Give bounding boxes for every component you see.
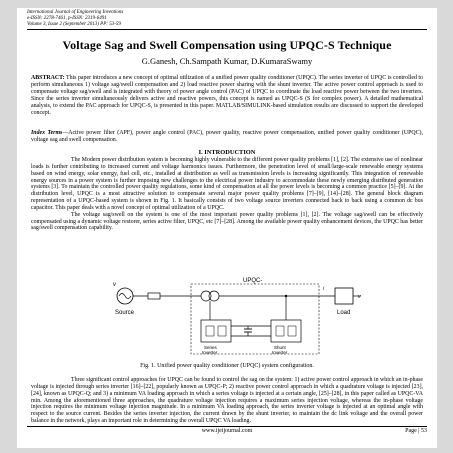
load-block [335, 288, 353, 304]
series-inverter-label: Series [204, 345, 217, 350]
body-paragraph: Three significant control approaches for UPQC can be found to control the sag on the system: 1) active power control approach in which an in-phase voltage is injected through series inverter [16]–[22], popularly known as UPQC-P; 2) reactive power control approach in which a quadrature voltage is injected [23], [24], known as UPQC-Q; and 3) a minimum VA loading approach in which a series voltage is injected at a certain angle, [25]–[28], in this paper called as UPQC-VA min. Among the aforementioned three approaches, the quadrature voltage injection requires a maximum series injection voltage, whereas the in-phase voltage injection requires the minimum voltage injection magnitude. In a minimum VA loading approach, the series inverter voltage is injected at an optimal angle with respect to the source current. Besides the series inverter injection, the current drawn by the shunt inverter, to maintain the dc link voltage and the overall power balance in the network, plays an important role in determining the overall UPQC VA loading. [31, 377, 423, 425]
introduction [31, 157, 423, 232]
upqc-label: UPQC- [243, 278, 263, 284]
footer-url[interactable]: www.ijeijournal.com [201, 428, 253, 434]
footer-rule [27, 426, 427, 427]
journal-volume: Volume 3, Issue 2 (September 2013) PP: 53-59 [27, 22, 121, 27]
vl-label: v [358, 294, 361, 300]
source-label: Source [115, 310, 135, 316]
abstract-text: This paper introduces a new concept of optimal utilization of a unified power quality conditioner (UPQC). The series inverter of UPQC is controlled to perform simultaneous 1) voltage sag/swell compensation and 2) load reactive power sharing with the shunt inverter. The active power control approach is used to compensate voltage sag/swell and is integrated with theory of power angle control (PAC) of UPQC to coordinate the load reactive power between the two inverters. Since the series inverter simultaneously delivers active and reactive powers, this concept is named as UPQC-S (S for complex power). A detailed mathematical analysis, to extend the PAC approach for UPQC-S, is presented in this paper. MATLAB/SIMULINK-based simulation results are discussed to support the developed concept. [31, 75, 423, 116]
vs-label: v [113, 282, 116, 288]
abstract [31, 75, 423, 116]
figure-caption: Fig. 1. Unified power quality conditioner (UPQC) system configuration. [140, 363, 314, 369]
svg-text:Inverter: Inverter [272, 350, 288, 355]
abstract-label: ABSTRACT: [31, 75, 65, 81]
svg-text:Inverter: Inverter [202, 350, 218, 355]
upqc-block-diagram [103, 274, 373, 360]
paper-page [17, 8, 437, 448]
paper-title: Voltage Sag and Swell Compensation using UPQC-S Technique [62, 38, 392, 52]
shunt-inverter-block [271, 320, 301, 342]
journal-issn: e-ISSN: 2278-7461, p-ISSN: 2319-6491 [27, 16, 107, 21]
il-label: i [323, 286, 325, 292]
shunt-inverter-label: Shunt [274, 345, 286, 350]
line-impedance [148, 293, 160, 299]
journal-header [27, 10, 123, 28]
header-rule [27, 29, 427, 30]
intro-paragraph-1: The Modern power distribution system is becoming highly vulnerable to the different power quality problems [1], [2]. The extensive use of nonlinear loads is further contributing to increased current and voltage harmonics issues. Furthermore, the penetration level of small/large-scale renewable energy systems based on wind energy, solar energy, fuel cell, etc., installed at distribution as well as transmission levels is increasing significantly. This integration of renewable energy sources in a power system is further imposing new challenges to the electrical power industry to accommodate these newly emerging distributed generation systems [3]. To maintain the controlled power quality regulations, some kind of compensation at all the power levels is becoming a common practice [5]–[9]. At the distribution level, UPQC is a most attractive solution to compensate several major power quality problems [7]–[9], [14]–[28]. The general block diagram representation of a UPQC-based system is shown in Fig. 1. It basically consists of two voltage source inverters connected back to back using a common dc bus capacitor. This paper deals with a novel concept of optimal utilization of a UPQC. [31, 157, 423, 211]
section-heading: I. INTRODUCTION [198, 149, 256, 156]
paper-authors: G.Ganesh, Ch.Sampath Kumar, D.KumaraSwamy [141, 56, 313, 66]
page-number: Page | 53 [405, 428, 427, 434]
journal-name: International Journal of Engineering Inventions [27, 10, 124, 15]
load-label: Load [337, 310, 351, 316]
intro-paragraph-2: The voltage sag/swell on the system is one of the most important power quality problems [1], [2]. The voltage sag/swell can be effectively compensated using a dynamic voltage restorer, series active filter, UPQC, etc [7]–[28]. Among the available power quality enhancement devices, the UPQC has better sag/swell compensation capability. [31, 211, 423, 232]
index-terms-label: Index Terms [31, 130, 63, 136]
series-inverter-block [201, 320, 231, 342]
index-terms-text: —Active power filter (APF), power angle control (PAC), power quality, reactive power compensation, unified power quality conditioner (UPQC), voltage sag and swell compensation. [31, 130, 423, 143]
index-terms [31, 130, 423, 144]
